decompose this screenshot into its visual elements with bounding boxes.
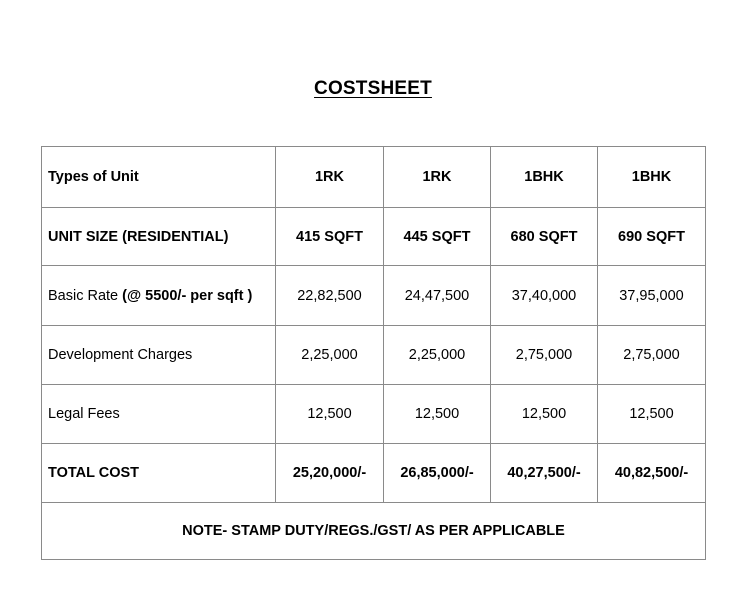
legal-fees-cell: 12,500 (491, 385, 598, 444)
basic-rate-cell: 37,40,000 (491, 266, 598, 326)
total-cost-cell: 25,20,000/- (276, 444, 384, 503)
legal-fees-cell: 12,500 (598, 385, 706, 444)
page-title: COSTSHEET (314, 78, 432, 99)
development-charges-cell: 2,75,000 (598, 326, 706, 385)
table-row-total-cost (42, 444, 706, 503)
table-row-unit-size (42, 208, 706, 266)
note-text: NOTE- STAMP DUTY/REGS./GST/ AS PER APPLICABLE (42, 503, 706, 560)
unit-type-cell: 1BHK (491, 147, 598, 208)
basic-rate-cell: 37,95,000 (598, 266, 706, 326)
table-row-basic-rate (42, 266, 706, 326)
row-label: Development Charges (42, 326, 276, 385)
unit-type-cell: 1RK (384, 147, 491, 208)
row-label: UNIT SIZE (RESIDENTIAL) (42, 208, 276, 266)
development-charges-cell: 2,25,000 (276, 326, 384, 385)
basic-rate-cell: 24,47,500 (384, 266, 491, 326)
row-label (42, 266, 276, 326)
total-cost-cell: 40,27,500/- (491, 444, 598, 503)
table-row-note (42, 503, 706, 560)
legal-fees-cell: 12,500 (384, 385, 491, 444)
basic-rate-suffix: (@ 5500/- per sqft ) (122, 287, 253, 304)
basic-rate-cell: 22,82,500 (276, 266, 384, 326)
unit-size-cell: 680 SQFT (491, 208, 598, 266)
unit-size-cell: 415 SQFT (276, 208, 384, 266)
cost-sheet-table (41, 146, 706, 560)
unit-type-cell: 1RK (276, 147, 384, 208)
table-row-types-of-unit (42, 147, 706, 208)
development-charges-cell: 2,25,000 (384, 326, 491, 385)
row-label: Types of Unit (42, 147, 276, 208)
unit-type-cell: 1BHK (598, 147, 706, 208)
row-label: Legal Fees (42, 385, 276, 444)
total-cost-cell: 40,82,500/- (598, 444, 706, 503)
basic-rate-label: Basic Rate (48, 287, 119, 304)
unit-size-cell: 445 SQFT (384, 208, 491, 266)
unit-size-cell: 690 SQFT (598, 208, 706, 266)
total-cost-cell: 26,85,000/- (384, 444, 491, 503)
row-label: TOTAL COST (42, 444, 276, 503)
development-charges-cell: 2,75,000 (491, 326, 598, 385)
legal-fees-cell: 12,500 (276, 385, 384, 444)
table-row-legal-fees (42, 385, 706, 444)
table-row-development-charges (42, 326, 706, 385)
